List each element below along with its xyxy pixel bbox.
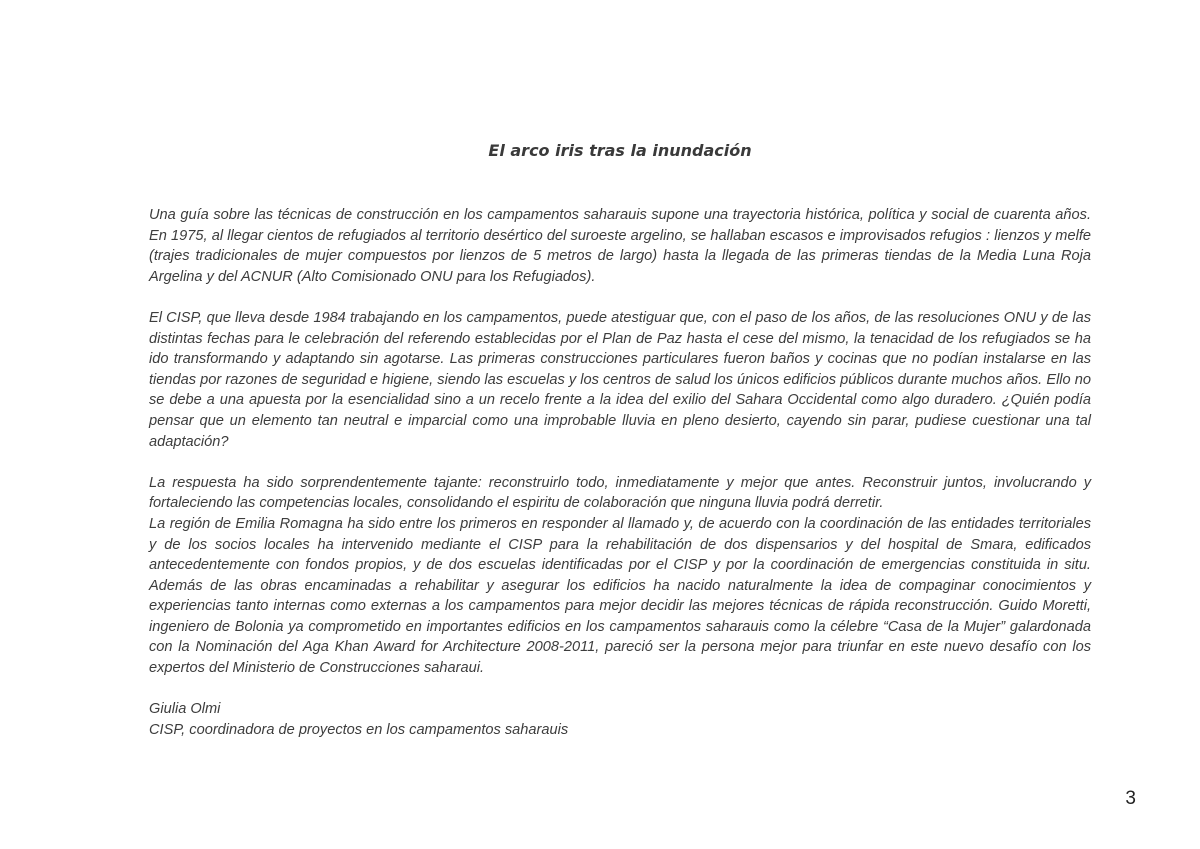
signature-name: Giulia Olmi (149, 701, 221, 718)
paragraph-response: La respuesta ha sido sorprendentemente tajante: reconstruirlo todo, inmediatamente y mejor que antes. Reconstruir juntos, involucrando y fortaleciendo las competencias locales, consolidando el espiritu de colaboración que ninguna lluvia podrá derretir. (149, 474, 1091, 512)
paragraph-cisp: El CISP, que lleva desde 1984 trabajando en los campamentos, puede atestiguar que, con el paso de los años, de las resoluciones ONU y de las distintas fechas para le celebración del referendo establecidas por el Plan de Paz hasta el cese del mismo, la tenacidad de los refugiados se ha ido transformando y adaptando sin agotarse. Las primeras construcciones particulares fueron baños y cocinas que no podían instalarse en las tiendas por razones de seguridad e higiene, siendo las escuelas y los centros de salud los únicos edificios públicos durante muchos años. Ello no se debe a una apuesta por la esencialidad sino a un recelo frente a la idea del exilio del Sahara Occidental como algo duradero. ¿Quién podía pensar que un elemento tan neutral e imparcial como una improbable lluvia en pleno desierto, cayendo sin parar, pudiese cuestionar una tal adaptación? (149, 309, 1091, 450)
paragraph-intro: Una guía sobre las técnicas de construcción en los campamentos saharauis supone una trayectoria histórica, política y social de cuarenta años. En 1975, al llegar cientos de refugiados al territorio desértico del suroeste argelino, se hallaban escasos e improvisados refugios : lienzos y melfe (trajes tradicionales de mujer compuestos por lienzos de 5 metros de largo) hasta la llegada de las primeras tiendas de la Media Luna Roja Argelina y del ACNUR (Alto Comisionado ONU para los Refugiados). (149, 207, 1091, 285)
document-body (149, 205, 1091, 740)
signature-role: CISP, coordinadora de proyectos en los campamentos saharauis (149, 721, 569, 738)
paragraph-gap (149, 287, 1091, 308)
paragraph-gap (149, 452, 1091, 473)
paragraph-gap (149, 679, 1091, 700)
paragraph-emilia-romagna: La región de Emilia Romagna ha sido entre los primeros en responder al llamado y, de acuerdo con la coordinación de las entidades territoriales y de los socios locales ha intervenido mediante el CISP para la rehabilitación de dos dispensarios y del hospital de Smara, edificados antecedentemente con fondos propios, y de dos escuelas identificadas por el CISP y por la coordinación de emergencias constituida in situ. Además de las obras encaminadas a rehabilitar y asegurar los edificios ha nacido naturalmente la idea de compaginar conocimientos y experiencias tanto internas como externas a los campamentos para mejor decidir las mejores técnicas de rápida reconstrucción. Guido Moretti, ingeniero de Bolonia ya comprometido en importantes edificios en los campamentos saharauis como la célebre “Casa de la Mujer” galardonada con la Nominación del Aga Khan Award for Architecture 2008-2011, pareció ser la persona mejor para triunfar en este nuevo desafío con los expertos del Ministerio de Construcciones saharaui. (149, 515, 1091, 677)
signature-block (149, 699, 1091, 740)
page-number: 3 (1125, 788, 1136, 809)
document-title: El arco iris tras la inundación (488, 141, 752, 160)
